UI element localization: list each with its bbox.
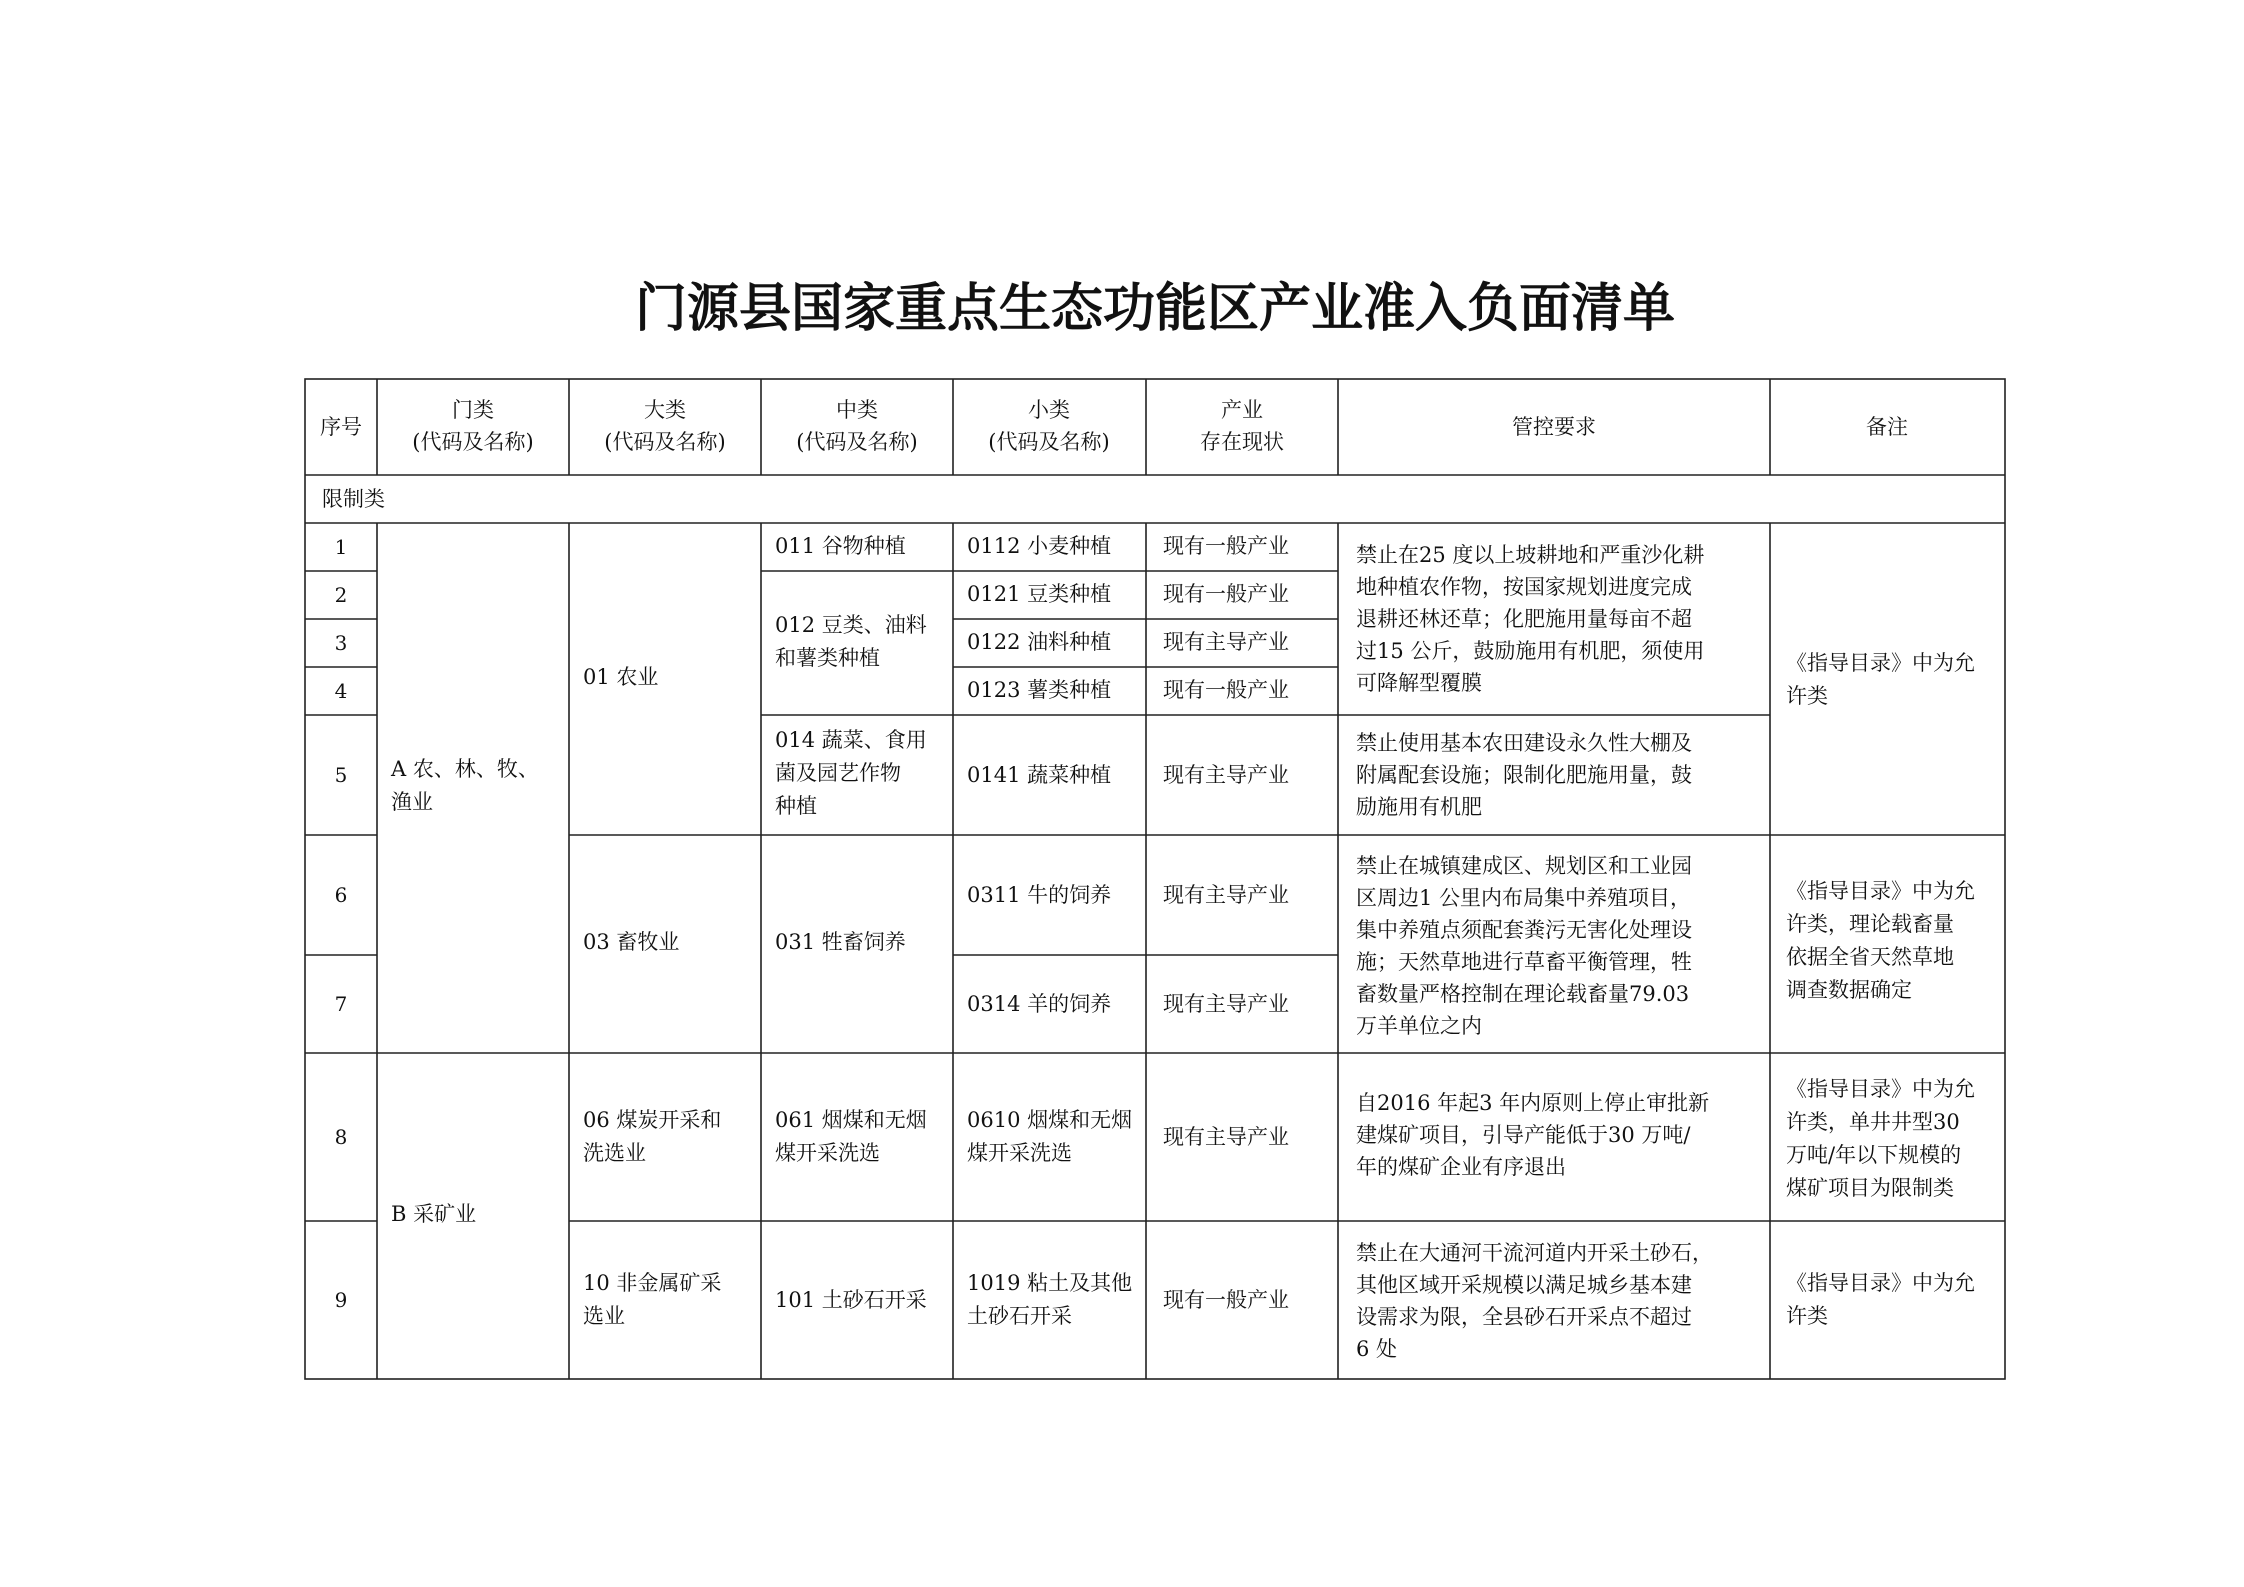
- header-control: 管控要求: [1512, 415, 1596, 439]
- table-grid: [305, 379, 2005, 1379]
- control-1-line3: 退耕还林还草；化肥施用量每亩不超: [1356, 607, 1692, 631]
- control-column: [1356, 543, 1713, 1361]
- control-2-line3: 励施用有机肥: [1356, 795, 1482, 819]
- remark-2-line2: 许类，理论载畜量: [1786, 912, 1954, 936]
- control-3-line2: 区周边1 公里内布局集中养殖项目，: [1356, 886, 1692, 910]
- medium-061-line2: 煤开采洗选: [775, 1141, 880, 1165]
- status-cell: 现有主导产业: [1163, 1125, 1289, 1149]
- medium-014-line2: 菌及园艺作物: [775, 761, 901, 785]
- door-a-line1: A 农、林、牧、: [391, 757, 539, 781]
- header-medium-line2: (代码及名称): [796, 430, 918, 454]
- seq-number: 4: [334, 679, 348, 703]
- status-cell: 现有主导产业: [1163, 763, 1289, 787]
- control-4-line3: 年的煤矿企业有序退出: [1356, 1155, 1566, 1179]
- remark-3-line3: 万吨/年以下规模的: [1786, 1143, 1962, 1167]
- medium-101: 101 土砂石开采: [775, 1288, 927, 1312]
- control-1-line5: 可降解型覆膜: [1356, 671, 1482, 695]
- header-medium-line1: 中类: [836, 398, 878, 422]
- header-seq: 序号: [320, 415, 362, 439]
- minor-0311: 0311 牛的饲养: [967, 883, 1112, 907]
- remark-1-line1: 《指导目录》中为允: [1786, 651, 1975, 675]
- seq-number: 2: [334, 583, 348, 607]
- remark-3-line1: 《指导目录》中为允: [1786, 1077, 1975, 1101]
- minor-0123: 0123 薯类种植: [967, 678, 1112, 702]
- status-cell: 现有一般产业: [1163, 1288, 1289, 1312]
- control-1-line2: 地种植农作物，按国家规划进度完成: [1356, 575, 1692, 599]
- seq-number: 3: [334, 631, 348, 655]
- table-header: [320, 398, 1908, 454]
- status-cell: 现有一般产业: [1163, 678, 1289, 702]
- seq-number: 6: [334, 883, 348, 907]
- remark-2-line1: 《指导目录》中为允: [1786, 879, 1975, 903]
- minor-0141: 0141 蔬菜种植: [967, 763, 1112, 787]
- minor-0112: 0112 小麦种植: [967, 534, 1112, 558]
- control-1-line1: 禁止在25 度以上坡耕地和严重沙化耕: [1356, 543, 1705, 567]
- control-3-line6: 万羊单位之内: [1356, 1014, 1482, 1038]
- control-5-line1: 禁止在大通河干流河道内开采土砂石，: [1356, 1241, 1713, 1265]
- section-label: 限制类: [322, 487, 385, 511]
- minor-1019-line2: 土砂石开采: [967, 1304, 1072, 1328]
- medium-014-line1: 014 蔬菜、食用: [775, 728, 927, 752]
- minor-0121: 0121 豆类种植: [967, 582, 1112, 606]
- door-b: B 采矿业: [391, 1202, 477, 1226]
- major-03: 03 畜牧业: [583, 930, 680, 954]
- control-3-line4: 施；天然草地进行草畜平衡管理，牲: [1356, 950, 1692, 974]
- minor-0610-line1: 0610 烟煤和无烟: [967, 1108, 1133, 1132]
- seq-column: [335, 535, 348, 1312]
- control-2-line2: 附属配套设施；限制化肥施用量，鼓: [1356, 763, 1692, 787]
- status-column: [1163, 534, 1289, 1312]
- control-1-line4: 过15 公斤，鼓励施用有机肥，须使用: [1356, 639, 1705, 663]
- control-4-line1: 自2016 年起3 年内原则上停止审批新: [1356, 1091, 1710, 1115]
- header-minor-line1: 小类: [1028, 398, 1070, 422]
- remark-4-line2: 许类: [1786, 1304, 1828, 1328]
- major-01: 01 农业: [583, 665, 659, 689]
- header-status-line2: 存在现状: [1200, 430, 1284, 454]
- control-4-line2: 建煤矿项目，引导产能低于30 万吨/: [1356, 1123, 1691, 1147]
- header-major-line1: 大类: [644, 398, 686, 422]
- document-title: 门源县国家重点生态功能区产业准入负面清单: [634, 278, 1676, 339]
- seq-number: 8: [334, 1125, 348, 1149]
- major-10-line1: 10 非金属矿采: [583, 1271, 722, 1295]
- control-3-line3: 集中养殖点须配套粪污无害化处理设: [1356, 918, 1692, 942]
- status-cell: 现有主导产业: [1163, 883, 1289, 907]
- medium-column: [775, 534, 927, 1312]
- control-3-line5: 畜数量严格控制在理论载畜量79.03: [1356, 982, 1690, 1006]
- remark-1-line2: 许类: [1786, 684, 1828, 708]
- door-a-line2: 渔业: [391, 790, 433, 814]
- status-cell: 现有一般产业: [1163, 582, 1289, 606]
- remark-2-line3: 依据全省天然草地: [1786, 945, 1954, 969]
- control-5-line4: 6 处: [1356, 1337, 1398, 1361]
- header-major-line2: (代码及名称): [604, 430, 726, 454]
- minor-0314: 0314 羊的饲养: [967, 992, 1112, 1016]
- minor-1019-line1: 1019 粘土及其他: [967, 1271, 1133, 1295]
- medium-012-line1: 012 豆类、油料: [775, 613, 927, 637]
- header-status-line1: 产业: [1221, 398, 1263, 422]
- status-cell: 现有主导产业: [1163, 630, 1289, 654]
- header-minor-line2: (代码及名称): [988, 430, 1110, 454]
- minor-column: [967, 534, 1132, 1328]
- control-2-line1: 禁止使用基本农田建设永久性大棚及: [1356, 731, 1692, 755]
- seq-number: 9: [334, 1288, 348, 1312]
- remark-3-line2: 许类，单井井型30: [1786, 1110, 1960, 1134]
- remark-2-line4: 调查数据确定: [1786, 978, 1912, 1002]
- major-06-line2: 洗选业: [583, 1141, 646, 1165]
- major-10-line2: 选业: [583, 1304, 625, 1328]
- minor-0122: 0122 油料种植: [967, 630, 1112, 654]
- control-5-line2: 其他区域开采规模以满足城乡基本建: [1356, 1273, 1692, 1297]
- header-remark: 备注: [1866, 415, 1908, 439]
- header-door-line1: 门类: [452, 398, 494, 422]
- medium-014-line3: 种植: [775, 794, 817, 818]
- medium-031: 031 牲畜饲养: [775, 930, 906, 954]
- medium-011: 011 谷物种植: [775, 534, 906, 558]
- control-5-line3: 设需求为限，全县砂石开采点不超过: [1356, 1305, 1692, 1329]
- control-3-line1: 禁止在城镇建成区、规划区和工业园: [1356, 854, 1692, 878]
- remark-3-line4: 煤矿项目为限制类: [1786, 1176, 1954, 1200]
- remark-column: [1786, 651, 1975, 1328]
- major-06-line1: 06 煤炭开采和: [583, 1108, 722, 1132]
- medium-012-line2: 和薯类种植: [775, 646, 880, 670]
- remark-4-line1: 《指导目录》中为允: [1786, 1271, 1975, 1295]
- medium-061-line1: 061 烟煤和无烟: [775, 1108, 927, 1132]
- seq-number: 5: [334, 763, 348, 787]
- seq-number: 7: [334, 992, 348, 1016]
- seq-number: 1: [334, 535, 348, 559]
- major-column: [583, 665, 721, 1328]
- minor-0610-line2: 煤开采洗选: [967, 1141, 1072, 1165]
- status-cell: 现有一般产业: [1163, 534, 1289, 558]
- door-column: [390, 757, 539, 1226]
- header-door-line2: (代码及名称): [412, 430, 534, 454]
- status-cell: 现有主导产业: [1163, 992, 1289, 1016]
